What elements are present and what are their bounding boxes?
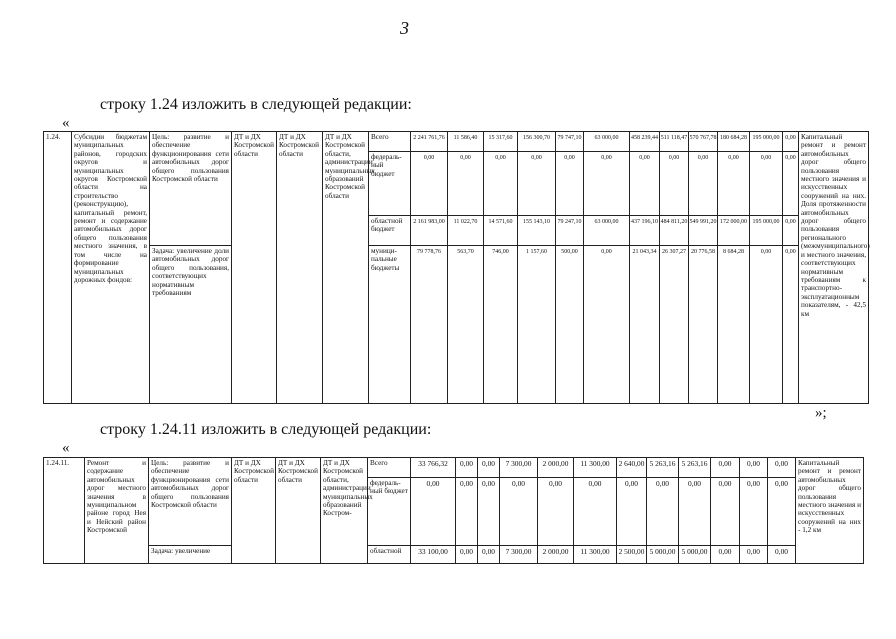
section2-heading: строку 1.24.11 изложить в следующей редакции: (100, 421, 432, 438)
value-cell: 0,00 (740, 478, 768, 546)
value-cell: 570 767,78 (689, 132, 718, 152)
value-cell: 26 307,27 (660, 246, 689, 404)
value-cell: 63 000,00 (584, 132, 630, 152)
value-cell: 0,00 (647, 478, 679, 546)
value-cell: 484 811,20 (660, 216, 689, 246)
value-cell: 0,00 (783, 246, 799, 404)
value-cell: 14 571,60 (484, 216, 518, 246)
value-cell: 0,00 (456, 546, 478, 564)
value-cell: 500,00 (556, 246, 584, 404)
activity-name: Ремонт и содержание автомобильных дорог местного значения в муниципальном районе город Нея и Нейский район Костромской (85, 458, 149, 564)
value-cell: 5 263,16 (679, 458, 711, 478)
value-cell: 0,00 (584, 152, 630, 216)
source-label: Всего (368, 458, 411, 478)
value-cell: 0,00 (556, 152, 584, 216)
value-cell: 79 778,76 (411, 246, 448, 404)
value-cell: 2 000,00 (538, 458, 574, 478)
value-cell: 0,00 (689, 152, 718, 216)
value-cell: 0,00 (538, 478, 574, 546)
expected-result: Капитальный ремонт и ремонт автомобильных дорог общего пользования местного значения и искусственных сооружений на них - 1,2 км (796, 458, 864, 564)
task-text: Задача: увеличение доли автомобильных дорог общего пользования, соответствующих нормативным требованиям (150, 246, 232, 404)
executor-col5: ДТ и ДХ Костромской области (276, 458, 321, 564)
value-cell: 0,00 (711, 546, 740, 564)
activity-name: Субсидии бюджетам муниципальных районов, городских округов и муниципальных округов Костромской области на строительство (реконструкцию), капитальный ремонт, ремонт и содержание автомобильных дорог общего пользования местного значения, в том числе на формирование муниципальных дорожных фондов: (72, 132, 150, 404)
value-cell: 172 000,00 (718, 216, 750, 246)
value-cell: 15 317,60 (484, 132, 518, 152)
value-cell: 0,00 (679, 478, 711, 546)
section2-open-quote: « (62, 440, 70, 456)
value-cell: 0,00 (456, 478, 478, 546)
executor-col6: ДТ и ДХ Костромской области, администрации муниципальных образований Костром- (321, 458, 368, 564)
value-cell: 156 300,70 (518, 132, 556, 152)
executor-col4: ДТ и ДХ Костромской области (232, 458, 276, 564)
executor-col6: ДТ и ДХ Костромской области, администрации муниципальных образований Костромской области (323, 132, 369, 404)
value-cell: 0,00 (750, 152, 783, 216)
row-number: 1.24. (44, 132, 72, 404)
row-number: 1.24.11. (44, 458, 85, 564)
value-cell: 5 263,16 (647, 458, 679, 478)
section2-table (43, 457, 864, 564)
value-cell: 33 100,00 (411, 546, 456, 564)
value-cell: 0,00 (783, 152, 799, 216)
value-cell: 458 239,44 (630, 132, 660, 152)
source-label: областной (368, 546, 411, 564)
value-cell: 0,00 (630, 152, 660, 216)
value-cell: 5 000,00 (679, 546, 711, 564)
value-cell: 195 000,00 (750, 216, 783, 246)
executor-col4: ДТ и ДХ Костромской области (232, 132, 277, 404)
value-cell: 0,00 (484, 152, 518, 216)
value-cell: 2 640,00 (617, 458, 647, 478)
value-cell: 195 000,00 (750, 132, 783, 152)
value-cell: 11 300,00 (574, 458, 617, 478)
value-cell: 511 118,47 (660, 132, 689, 152)
value-cell: 1 157,60 (518, 246, 556, 404)
value-cell: 79 247,10 (556, 216, 584, 246)
value-cell: 20 776,58 (689, 246, 718, 404)
value-cell: 0,00 (740, 546, 768, 564)
value-cell: 0,00 (711, 458, 740, 478)
page-number: 3 (400, 18, 409, 38)
value-cell: 155 143,10 (518, 216, 556, 246)
section1-close-quote: »; (815, 405, 827, 421)
value-cell: 0,00 (711, 478, 740, 546)
value-cell: 0,00 (456, 458, 478, 478)
value-cell: 7 300,00 (500, 458, 538, 478)
expected-result: Капитальный ремонт и ремонт автомобильных дорог общего пользования местного значения и искусственных сооружений на них. Доля протяженности автомобильных дорог общего пользования регионального (межмуниципального) и местного значения, соответствующих нормативным требованиям к транспортно-эксплуатационным показателям, - 42,5 км (799, 132, 869, 404)
goal-text: Цель: развитие и обеспечение функционирования сети автомобильных дорог общего пользования Костромской области (149, 458, 232, 546)
value-cell: 0,00 (574, 478, 617, 546)
section1-open-quote: « (62, 115, 70, 131)
value-cell: 0,00 (478, 478, 500, 546)
value-cell: 0,00 (783, 132, 799, 152)
source-label: областной бюджет (369, 216, 411, 246)
value-cell: 180 684,28 (718, 132, 750, 152)
value-cell: 2 500,00 (617, 546, 647, 564)
value-cell: 2 000,00 (538, 546, 574, 564)
value-cell: 5 000,00 (647, 546, 679, 564)
value-cell: 0,00 (768, 546, 796, 564)
value-cell: 2 161 983,00 (411, 216, 448, 246)
value-cell: 33 766,32 (411, 458, 456, 478)
value-cell: 0,00 (740, 458, 768, 478)
value-cell: 0,00 (750, 246, 783, 404)
value-cell: 0,00 (768, 478, 796, 546)
section1-table (43, 131, 869, 404)
value-cell: 0,00 (660, 152, 689, 216)
value-cell: 11 300,00 (574, 546, 617, 564)
value-cell: 0,00 (411, 152, 448, 216)
value-cell: 549 991,20 (689, 216, 718, 246)
executor-col5: ДТ и ДХ Костромской области (277, 132, 323, 404)
value-cell: 0,00 (584, 246, 630, 404)
value-cell: 746,00 (484, 246, 518, 404)
value-cell: 0,00 (411, 478, 456, 546)
value-cell: 0,00 (783, 216, 799, 246)
value-cell: 0,00 (500, 478, 538, 546)
value-cell: 0,00 (478, 546, 500, 564)
value-cell: 0,00 (768, 458, 796, 478)
value-cell: 0,00 (448, 152, 484, 216)
source-label: федераль-ный бюджет (368, 478, 411, 546)
section1-heading: строку 1.24 изложить в следующей редакции: (100, 96, 412, 113)
value-cell: 7 300,00 (500, 546, 538, 564)
goal-text: Цель: развитие и обеспечение функционирования сети автомобильных дорог общего пользования Костромской области (150, 132, 232, 246)
value-cell: 0,00 (617, 478, 647, 546)
value-cell: 11 586,40 (448, 132, 484, 152)
value-cell: 63 000,00 (584, 216, 630, 246)
source-label: Всего (369, 132, 411, 152)
value-cell: 0,00 (478, 458, 500, 478)
value-cell: 563,70 (448, 246, 484, 404)
source-label: муници-пальные бюджеты (369, 246, 411, 404)
value-cell: 0,00 (718, 152, 750, 216)
value-cell: 2 241 761,76 (411, 132, 448, 152)
task-text: Задача: увеличение (149, 546, 232, 564)
value-cell: 437 196,10 (630, 216, 660, 246)
value-cell: 21 043,34 (630, 246, 660, 404)
value-cell: 0,00 (518, 152, 556, 216)
value-cell: 79 747,10 (556, 132, 584, 152)
value-cell: 11 022,70 (448, 216, 484, 246)
value-cell: 8 684,28 (718, 246, 750, 404)
source-label: федераль-ный бюджет (369, 152, 411, 216)
